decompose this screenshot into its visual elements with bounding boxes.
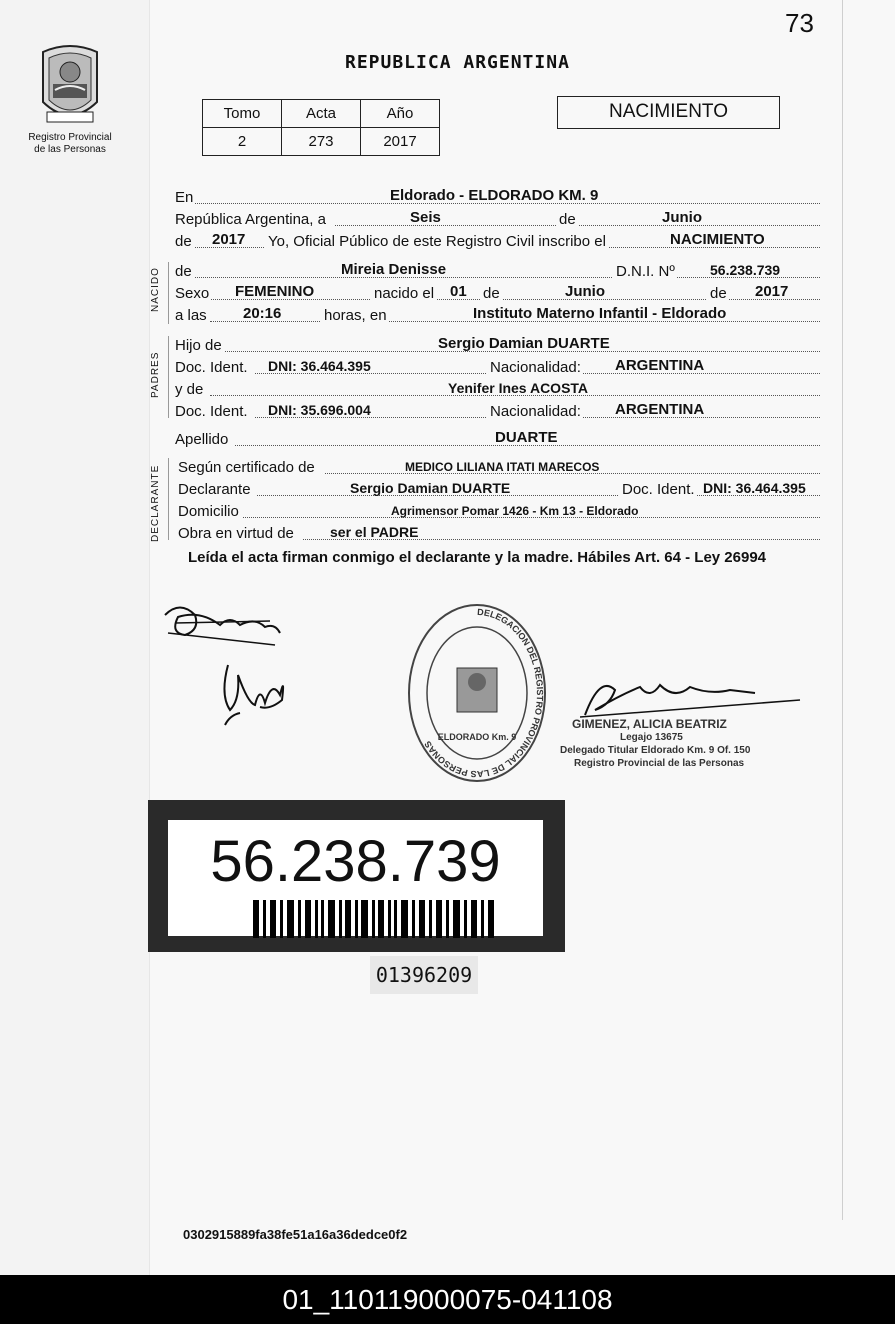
anio-label: Año xyxy=(361,100,440,128)
line-nombre xyxy=(175,262,820,282)
madre-doc-value: DNI: 35.696.004 xyxy=(268,402,371,418)
line-madre-doc xyxy=(175,402,820,422)
page-edge-line xyxy=(842,0,843,1220)
line-padre-doc xyxy=(175,358,820,378)
padre-nac-label: Nacionalidad: xyxy=(487,359,583,376)
certificado-label: Según certificado de xyxy=(178,459,315,476)
madre-doc-label: Doc. Ident. xyxy=(175,403,248,420)
page-number: 73 xyxy=(785,8,814,38)
document-hash: 0302915889fa38fe51a16a36dedce0f2 xyxy=(183,1227,408,1242)
mes-nac-value: Junio xyxy=(565,283,605,300)
de-label2: de xyxy=(480,285,502,302)
official-block xyxy=(560,718,750,770)
dni-label: D.N.I. Nº xyxy=(613,263,677,280)
footer-code-bar: 01_110119000075-041108 xyxy=(0,1275,895,1324)
official-registro: Registro Provincial de las Personas xyxy=(574,758,745,769)
line-republica xyxy=(175,210,820,230)
padre-doc-label: Doc. Ident. xyxy=(175,359,248,376)
line-obra xyxy=(175,524,820,544)
line-declarante xyxy=(175,480,820,500)
tomo-label: Tomo xyxy=(203,100,282,128)
registry-logo xyxy=(28,42,112,156)
barcode-dni-number: 56.238.739 xyxy=(210,829,501,894)
sexo-label: Sexo xyxy=(175,285,210,302)
nacido-section-label: NACIDO xyxy=(150,267,161,312)
madre-nombre-value: Yenifer Ines ACOSTA xyxy=(448,380,589,396)
official-seal-icon xyxy=(405,600,550,785)
line-hijo-de xyxy=(175,336,820,356)
y-de-label: y de xyxy=(175,381,204,398)
acta-label: Acta xyxy=(282,100,361,128)
padres-divider xyxy=(168,336,169,418)
nombre-value: Mireia Denisse xyxy=(341,261,447,278)
dni-barcode-sticker xyxy=(148,800,565,952)
logo-caption-line1: Registro Provincial xyxy=(28,132,112,143)
declarant-signature-icon xyxy=(160,595,285,655)
logo-caption-line2: de las Personas xyxy=(34,144,106,155)
domicilio-value: Agrimensor Pomar 1426 - Km 13 - Eldorado xyxy=(391,504,639,518)
closing-statement: Leída el acta firman conmigo el declarante y la madre. Hábiles Art. 64 - Ley 26994 xyxy=(188,549,767,566)
declarante-label: Declarante xyxy=(178,481,251,498)
document-type-box: NACIMIENTO xyxy=(557,96,780,129)
dia-value: 01 xyxy=(450,283,467,300)
official-name: GIMENEZ, ALICIA BEATRIZ xyxy=(572,717,727,731)
barcode-label xyxy=(168,820,543,936)
stamp-inner-text: ELDORADO Km. 9 xyxy=(437,732,517,742)
declarante-doc-value: DNI: 36.464.395 xyxy=(703,480,806,496)
oficial-text: Yo, Oficial Público de este Registro Civil inscribo el xyxy=(265,233,608,250)
mother-signature-icon xyxy=(210,655,295,735)
tomo-value: 2 xyxy=(203,128,282,156)
declarante-nombre-value: Sergio Damian DUARTE xyxy=(350,480,511,496)
nacido-divider xyxy=(168,262,169,324)
apellido-value: DUARTE xyxy=(495,429,558,446)
line-en xyxy=(175,188,820,208)
sexo-value: FEMENINO xyxy=(235,283,315,300)
official-signature-icon xyxy=(580,665,810,725)
de2-label: de xyxy=(175,233,192,250)
republica-label: República Argentina, a xyxy=(175,211,326,228)
line-domicilio xyxy=(175,502,820,522)
barcode-icon xyxy=(253,900,508,940)
page-title: REPUBLICA ARGENTINA xyxy=(345,52,570,73)
mes-value: Junio xyxy=(662,209,702,226)
line-hora xyxy=(175,306,820,326)
lugar-value: Eldorado - ELDORADO KM. 9 xyxy=(390,187,599,204)
province-emblem-icon xyxy=(35,42,105,128)
de-label-nacido: de xyxy=(175,263,192,280)
en-label: En xyxy=(175,189,194,206)
madre-nac-label: Nacionalidad: xyxy=(487,403,583,420)
de-label3: de xyxy=(707,285,729,302)
line-sexo xyxy=(175,284,820,304)
lugar-nac-value: Instituto Materno Infantil - Eldorado xyxy=(473,305,727,322)
obra-value: ser el PADRE xyxy=(330,524,419,540)
domicilio-label: Domicilio xyxy=(178,503,239,520)
declarante-section-label: DECLARANTE xyxy=(150,464,161,542)
madre-nac-value: ARGENTINA xyxy=(615,401,705,418)
serial-number: 01396209 xyxy=(370,956,478,994)
dni-value: 56.238.739 xyxy=(710,262,781,278)
tipo-value: NACIMIENTO xyxy=(670,231,765,248)
logo-caption xyxy=(28,132,112,156)
certificado-value: MEDICO LILIANA ITATI MARECOS xyxy=(405,460,600,474)
stamp-ring-text: DELEGACION DEL REGISTRO PROVINCIAL DE LAS PERSONAS xyxy=(422,606,545,780)
line-apellido xyxy=(175,430,820,450)
line-oficial xyxy=(175,232,820,252)
apellido-label: Apellido xyxy=(175,431,229,448)
declarante-divider xyxy=(168,458,169,540)
horas-en-label: horas, en xyxy=(321,307,389,324)
anio-value: 2017 xyxy=(212,231,246,248)
padres-section-label: PADRES xyxy=(150,351,161,398)
anio-value: 2017 xyxy=(361,128,440,156)
padre-nac-value: ARGENTINA xyxy=(615,357,705,374)
acta-value: 273 xyxy=(282,128,361,156)
de-label: de xyxy=(559,211,576,228)
dia-texto-value: Seis xyxy=(410,209,441,226)
padre-nombre-value: Sergio Damian DUARTE xyxy=(438,335,610,352)
hijo-label: Hijo de xyxy=(175,337,222,354)
line-certificado xyxy=(175,458,820,478)
left-margin-strip xyxy=(0,0,150,1275)
line-y-de xyxy=(175,380,820,400)
tomo-acta-table xyxy=(202,99,440,156)
declarante-doc-label: Doc. Ident. xyxy=(619,481,697,498)
padre-doc-value: DNI: 36.464.395 xyxy=(268,358,371,374)
obra-label: Obra en virtud de xyxy=(178,525,294,542)
nacido-el-label: nacido el xyxy=(371,285,436,302)
a-las-label: a las xyxy=(175,307,207,324)
official-legajo: Legajo 13675 xyxy=(620,732,683,743)
anio-nac-value: 2017 xyxy=(755,283,789,300)
official-cargo: Delegado Titular Eldorado Km. 9 Of. 150 xyxy=(560,745,751,756)
hora-value: 20:16 xyxy=(243,305,282,322)
